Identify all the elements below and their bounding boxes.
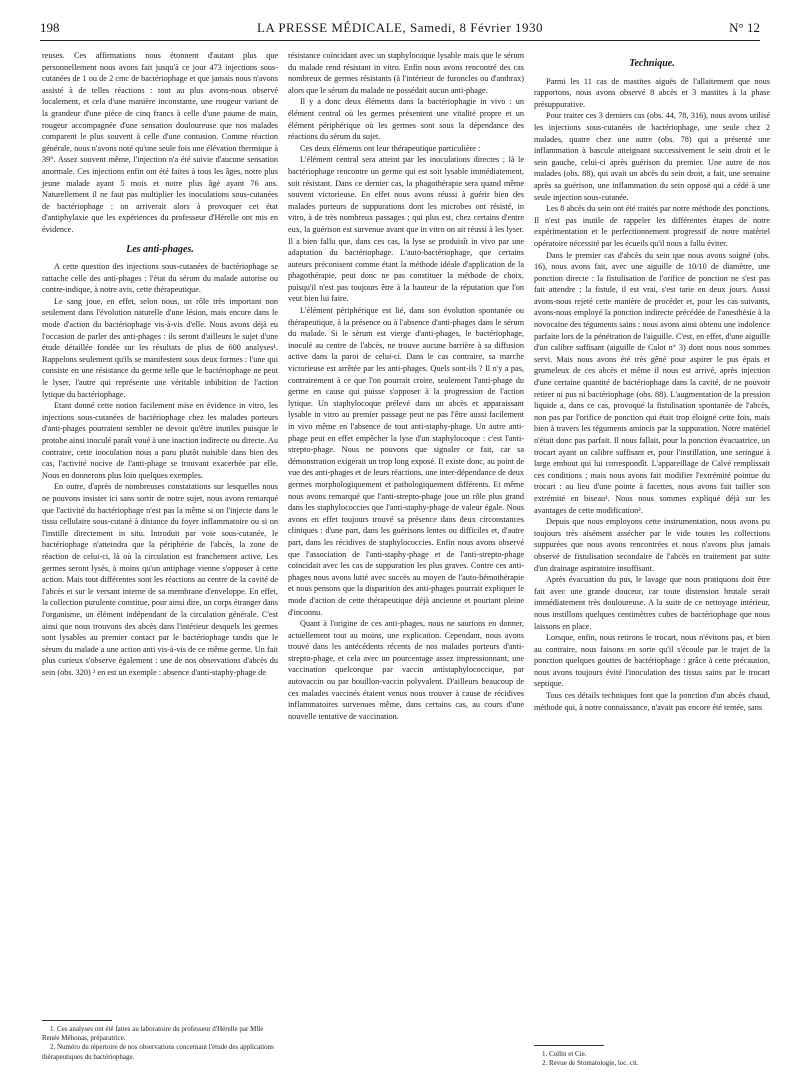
paragraph: résistance coïncidant avec un staphylocoque lysable mais que le sérum du malade rend résistant in vitro. Enfin nous avons rencontré des cas nombreux de germes résistants (à l'intérieur de furoncles ou d'anthrax) alors que le sérum du malade ne possédait aucun anti-phage. [288, 51, 524, 95]
paragraph: Quant à l'origine de ces anti-phages, nous ne saurions en donner, actuellement tout au moins, une explication. Cependant, nous avons trouvé dans les antécédents récents de nos malades porteurs d'anti-strepto-phage, et cela avec un pourcentage assez impressionnant, une vaccination quelconque par vaccin antistaphylococcique, par autovaccin ou par bouillon-vaccin polyvalent. D'ailleurs beaucoup de ces malades vaccinés étaient venus nous trouver à cause de récidives inflammatoires survenues même, dans certains cas, au cours d'une nouvelle tentative de vaccination. [288, 619, 524, 721]
paragraph: Il y a donc deux éléments dans la bactériophagie in vivo : un élément central où les germes présentent une vitalité propre et un élément périphérique où les germes sont sous la dépendance des réactions du sérum du sujet. [288, 97, 524, 142]
paragraph: Tous ces détails techniques font que la ponction d'un abcès chaud, méthode qui, à notre connaissance, n'avait pas encore été tentée, sans [534, 691, 770, 712]
paragraph: Le sang joue, en effet, selon nous, un rôle très important non seulement dans l'évolution naturelle d'une lésion, mais encore dans le mode d'action du bactériophage vis-à-vis d'elle. Nous avons déjà eu l'occasion de parler des anti-phages : ils seront d'ailleurs le sujet d'une étude détaillée fondée sur les résultats de plus de 600 analyses¹. Rappelons seulement qu'ils se manifestent sous deux formes : l'une qui consiste en une résistance du germe telle que le bactériophage ne peut le lyser, l'autre qui représente une véritable inhibition de l'action lytique du bactériophage. [42, 296, 278, 399]
paragraph: Dans le premier cas d'abcès du sein que nous avons soigné (obs. 16), nous avons fait, avec une aiguille de 10/10 de diamètre, une ponction directe : la fistulisation de l'orifice de ponction ne s'est pas fait attendre ; la fistule, il est vrai, s'est tarie en deux jours. Aussi avons-nous rejeté cette manière de procéder et, pour les cas suivants, avons-nous employé la ponction indirecte précédée de l'anesthésie à la novocaïne des téguments sains : nous avons ainsi obtenu une indolence parfaite lors de la pénétration de l'aiguille. C'est, en effet, d'une aiguille d'un calibre suffisant (aiguille de Calot n° 3) dont nous nous sommes servi. Mais nous avons été très gêné pour aspirer le pus épais et grumeleux de ces abcès et même il nous est arrivé, après injection d'une certaine quantité de bactériophage dans la cavité, de ne pouvoir retirer ni pus ni bactériophage (obs. 88). L'augmentation de la pression liquide a, dans ce cas, provoqué la fistulisation spontanée de l'abcès, non pas par l'orifice de ponction qui était trop éloigné cette fois, mais bien à travers les téguments amincis par la suppuration. Notre matériel n'était donc pas parfait. Il nous fallait, pour la ponction évacuatrice, un trocart ayant un calibre suffisant et, pour l'instillation, une seringue à large embout qui lui correspondît. L'appareillage de Calvé remplissait ces conditions ; mais nous avons fait modifier l'extrémité pointue du trocart : au lieu d'une pointe à facettes, nous avons fait tailler son extrémité en biseau¹. Nous nous sommes expliqué déjà sur les avantages de cette modification². [534, 250, 770, 515]
paragraph: Les 8 abcès du sein ont été traités par notre méthode des ponctions. Il n'est pas inutile de rappeler les différentes étapes de notre expérimentation et le perfectionnement progressif de notre matériel opératoire nécessité par les écueils qu'il nous a fallu éviter. [534, 204, 770, 248]
page-number: 198 [40, 20, 60, 35]
journal-title: LA PRESSE MÉDICALE, Samedi, 8 Février 1930 [256, 20, 544, 35]
footnote: 1. Ces analyses ont été faites au laboratoire du professeur d'Hérelle par Mlle Renée Méhonas, préparatrice. [42, 1025, 264, 1043]
section-heading-antiphages: Les anti-phages. [126, 243, 194, 255]
footnote-divider [534, 1045, 604, 1046]
paragraph: Depuis que nous employons cette instrumentation, nous avons pu toujours très aisément assécher par le vide toutes les collections suppurées que nous avons rencontrées et nous n'avons plus jamais observé de fistulisation secondaire de l'abcès en traitement par suite d'un drainage aspiratoire insuffisant. [534, 517, 770, 573]
paragraph: A cette question des injections sous-cutanées de bactériophage se rattache celle des anti-phages : l'état du sérum du malade autorise ou contre-indique, à notre avis, cette thérapeutique. [42, 262, 278, 295]
paragraph: Après évacuation du pus, le lavage que nous pratiquons doit être fait avec une grande douceur, car toute distension brutale serait immédiatement très douloureuse. A la suite de ce nettoyage intérieur, nous instillons quelques centimètres cubes de bactériophage que nous laissons en place. [534, 575, 770, 631]
paragraph: Ces deux éléments ont leur thérapeutique particulière : [300, 143, 481, 153]
footnotes-left [42, 1020, 278, 1062]
paragraph: Etant donné cette notion facilement mise en évidence in vitro, les injections sous-cutanées de bactériophage chez les malades porteurs d'anti-phages pourraient sembler ne devoir qu'être inutiles puisque le protobe ainsi inoculé paraît voué à une inaction indirecte ou directe. Au contraire, cette inoculation nous a paru plutôt nuisible dans bien des cas, l'activité nocive de l'anti-phage se trouvant exacerbée par elle. Nous en donnerons plus loin quelques exemples. [42, 401, 278, 480]
paragraph: L'élément central sera atteint par les inoculations directes ; là le bactériophage rencontre un germe qui est soit lysable immédiatement, soit résistant. Dans ce dernier cas, la phagothérapie sera quand même souvent victorieuse. En effet nous avons réussi à guérir bien des malades porteurs de suppurations dont les microbes ont résisté, in vitro, à de très nombreux passages ; qui plus est, chez certains d'entre eux, la guérison est survenue avant que in vitro on ait réussi à les lyser. Il a bien fallu que, dans ces cas, la lyse se produisît in vivo par une adaptation du bactériophage. L'auto-bactériophage, que certains auteurs préconisent comme étant la méthode idéale d'application de la phagothérapie, peut donc ne pas constituer la méthode de choix, puisqu'il n'est pas toujours être à la hauteur de la réputation que l'on veut bien lui faire. [288, 155, 524, 304]
section-heading-technique: Technique. [629, 58, 675, 69]
footnote: 1. Collin et Cie. [542, 1050, 587, 1058]
column-left [42, 50, 278, 678]
paragraph: Lorsque, enfin, nous retirons le trocart, nous n'évitons pas, et bien au contraire, nous faisons en sorte qu'il s'écoule par le trajet de la ponction quelques gouttes de bactériophage : grâce à cette précaution, nous avons toujours évité l'inoculation des tissus sains par le trocart septique. [534, 633, 770, 689]
paragraph: Parmi les 11 cas de mastites aiguës de l'allaitement que nous rapportons, nous avons observé 8 abcès et 3 mastites à la phase présuppurative. [534, 76, 770, 109]
paragraph: L'élément périphérique est lié, dans son évolution spontanée ou thérapeutique, à la présence ou à l'absence d'anti-phages dans le sérum du malade. Si le sérum est vierge d'anti-phages, le bactériophage, inoculé au centre de l'abcès, ne trouve aucune barrière à sa diffusion active dans la paroi de celui-ci. Dans le cas contraire, sa marche victorieuse est arrêtée par les anti-phages. Quels sont-ils ? Il n'y a pas, contrairement à ce que l'on pourrait croire, seulement l'anti-phage du germe en cause qui puisse s'opposer à la progression de l'action lytique. Un staphylocoque prélevé dans un abcès et apparaissant lysable in vitro au premier passage peut ne pas l'être aussi facilement in vivo même en l'absence de tout anti-staphy-phage. Un autre anti-phage peut en effet empêcher la lyse d'un staphylocoque : c'est l'anti-strepto-phage. Nous ne pouvons que signaler ce fait, car sa démonstration exigerait un trop long exposé. Il existe donc, au point de vue des anti-phages et de leurs réactions, une inter-dépendance de deux germes morphologiquement et pathologiquement différents. Et même nous avons remarqué que l'anti-strepto-phage joue un rôle plus grand dans les staphylococcies que l'anti-staphy-phage de valeur égale. Nous avons en effet toujours trouvé sa présence dans deux circonstances cliniques : d'une part, dans les guérisons lentes ou difficiles et, d'autre part, dans les récidives de staphylococcies. Enfin nous avons observé que l'association de l'anti-staphy-phage et de l'anti-strepto-phage coïncidait avec les cas de suppuration les plus graves. Contre ces anti-phages nous avons lutté avec succès au moyen de l'auto-hémothérapie et nous pensons que la disparition des anti-phages pourrait expliquer le mode d'action de cette thérapeutique déjà ancienne et pourtant pleine d'inconnu. [288, 306, 524, 617]
paragraph: Pour traiter ces 3 derniers cas (obs. 44, 78, 316), nous avons utilisé les injections sous-cutanées de bactériophage, une seule chez 2 malades, quatre chez une autre (obs. 78) qui a présenté une inflammation à bascule atteignant successivement le sein droit et le sein gauche, celui-ci après guérison du premier. Une autre de nos malades (obs. 88), qui avait un abcès du sein droit, a fait, une semaine après sa guérison, une inflammation du sein opposé qui a cédé à une seule injection sous-cutanée. [534, 111, 770, 202]
page-header [40, 20, 760, 38]
footnote: 2. Revue de Stomatologie, loc. cit. [542, 1059, 639, 1068]
issue-number: N° 12 [729, 20, 760, 35]
column-middle [288, 50, 524, 722]
paragraph: En outre, d'après de nombreuses constatations sur lesquelles nous ne pouvons insister ici sans sortir de notre sujet, nous avons remarqué que l'activité du bactériophage n'est pas la même si on l'injecte dans le tissu cellulaire sous-cutané à distance du foyer inflammatoire ou si on l'instille directement in situ. Introduit par voie sous-cutanée, le bactériophage n'atteindra que la périphérie de l'abcès, la zone de réaction de celui-ci, là où la circulation est franchement active. Les germes seront lysés, à moins qu'un antiphage vienne s'opposer à cette action. Mais tout différentes sont les réactions au centre de la cavité de l'abcès et sur le versant interne de sa membrane d'enveloppe. En effet, la collection purulente constitue, pour ainsi dire, un corps étranger dans l'organisme, un élément indépendant de la circulation générale. C'est ainsi que nous trouvons des abcès dans l'intérieur desquels les germes sont lysables au premier contact par le bactériophage tandis que le sérum du malade a une action anti vis-à-vis de ce même germe. Un fait plus curieux s'observe également : une de nos observations d'abcès du sein (obs. 320) ² en est un exemple : absence d'anti-staphy-phage de [42, 482, 278, 677]
header-rule [40, 40, 760, 41]
column-right [534, 50, 770, 713]
footnotes-right [534, 1045, 770, 1068]
paragraph: reuses. Ces affirmations nous étonnent d'autant plus que personnellement nous avons fait jusqu'à ce jour 473 injections sous-cutanées de 1 ou de 2 cmc de bactériophage et que jamais nous n'avons assisté à de telles réactions : tout au plus avons-nous observé localement, et cela d'une manière inconstante, une rougeur variant de la grandeur d'une pièce de cinq francs à celle d'une paume de main, rougeur accompagnée d'une sensation douloureuse que nos malades comparent le plus souvent à celle d'une contusion. Comme réaction générale, nous n'avons noté qu'une seule fois une élévation thermique à 39°. Assez souvent même, l'injection n'a été suivie d'aucune sensation anormale. Ces injections enfin ont été faites à tous les âges, notre plus jeune malade ayant 5 mois et notre plus âgé ayant 76 ans. Naturellement il ne faut pas multiplier les inoculations sous-cutanées de bactériophage : on arriverait alors à provoquer cet état d'antiphylaxie que les expériences du professeur d'Hérelle ont mis en évidence. [42, 51, 278, 234]
footnote-divider [42, 1020, 112, 1021]
footnote: 2. Numéro du répertoire de nos observations concernant l'étude des applications thérapeutiques du bactériophage. [42, 1043, 274, 1061]
